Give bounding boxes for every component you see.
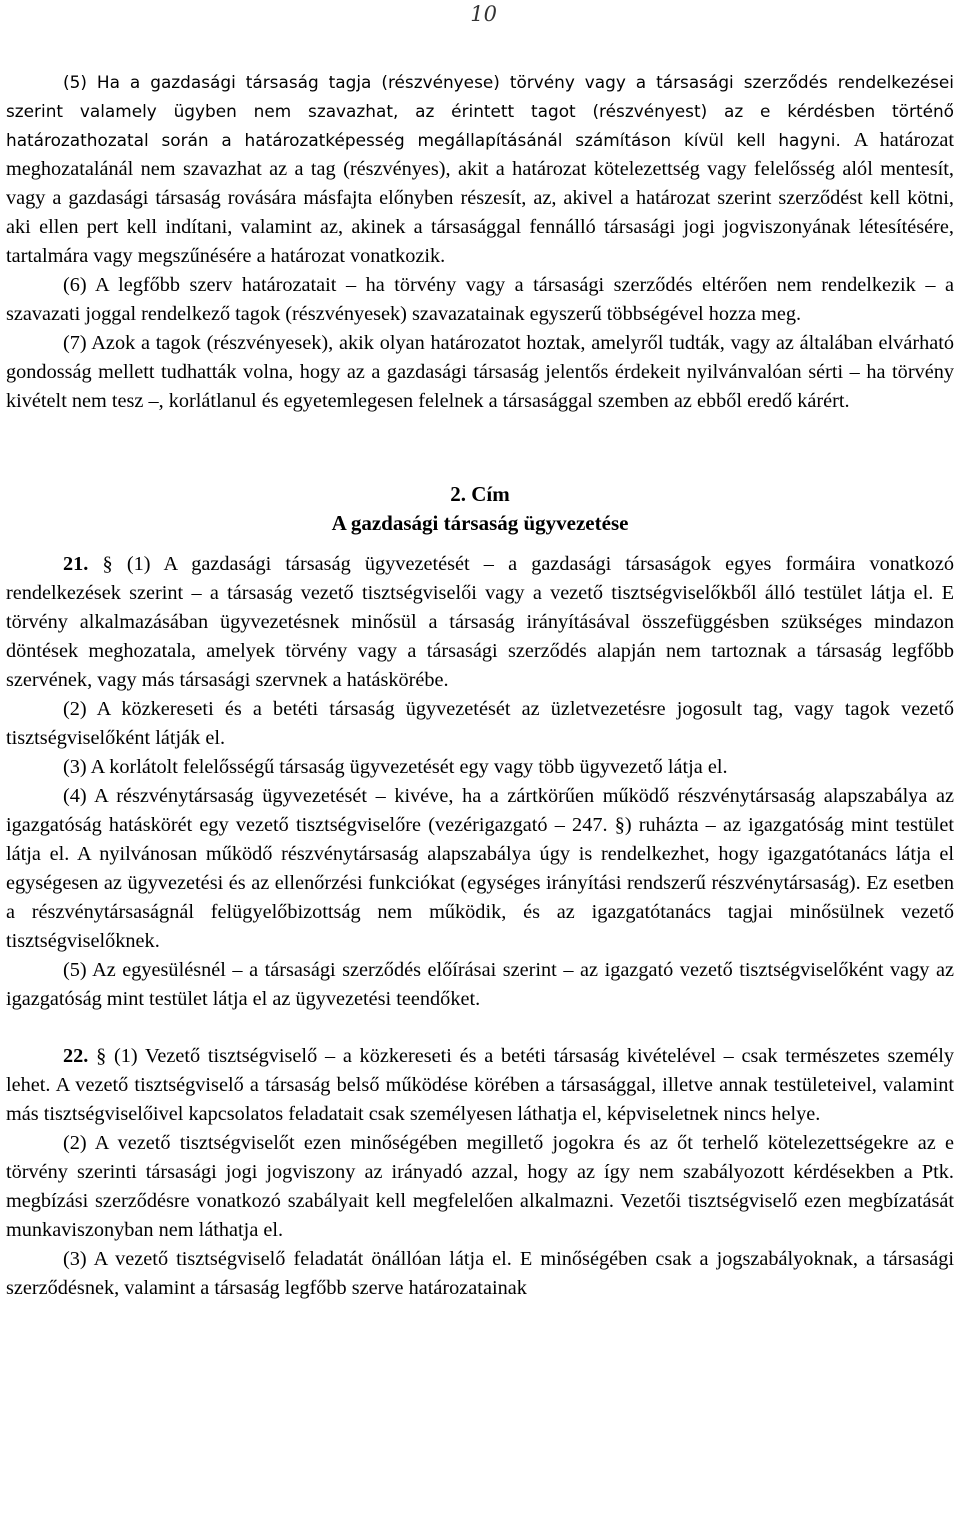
paragraph-21-1-text: § (1) A gazdasági társaság ügyvezetését – a gazdasági társaságok egyes formáira vonatkozó rendelkezések szerint – a társaság vezető tisztségviselői vagy a vezető tisztségviselőkből álló testület látja el. E törvény alkalmazásában ügyvezetésnek minősül a társaság irányításával összefüggésben szükséges mindazon döntések meghozatala, amelyek törvény vagy a társasági szerződés alapján nem tartoznak a társaság legfőbb szervének, vagy más társasági szervnek a hatáskörébe. — [6, 553, 954, 691]
section-number-22: 22. — [63, 1045, 89, 1067]
paragraph-21-4: (4) A részvénytársaság ügyvezetését – kivéve, ha a zártkörűen működő részvénytársaság alapszabálya az igazgatóság hatáskörét egy vezető tisztségviselőre (vezérigazgató – 247. §) ruházta – az igazgatóság mint testület látja el. A nyilvánosan működő részvénytársaság alapszabálya úgy is rendelkezhet, hogy igazgatótanács látja el egységesen az ügyvezetési és az ellenőrzési funkciókat (egységes irányítási rendszerű részvénytársaság). Ez esetben a részvénytársaságnál felügyelőbizottság nem működik, és az igazgatótanács tagjai minősülnek vezető tisztségviselőknek. — [6, 785, 954, 952]
paragraph-21-1 — [6, 550, 954, 695]
section-number-21: 21. — [63, 553, 89, 575]
paragraph-21-2: (2) A közkereseti és a betéti társaság ügyvezetését az üzletvezetésre jogosult tag, vagy tagok vezető tisztségviselőként látják el. — [6, 698, 954, 749]
paragraph-21-3: (3) A korlátolt felelősségű társaság ügyvezetését egy vagy több ügyvezető látja el. — [63, 756, 728, 778]
paragraph-20-5 — [6, 68, 954, 271]
paragraph-21-5: (5) Az egyesülésnél – a társasági szerződés előírásai szerint – az igazgató vezető tisztségviselőként vagy az igazgatóság mint testület látja el az ügyvezetési teendőket. — [6, 959, 954, 1010]
section-heading — [6, 480, 954, 538]
paragraph-22-1-text: § (1) Vezető tisztségviselő – a közkereseti és a betéti társaság kivételével – csak természetes személy lehet. A vezető tisztségviselő a társaság belső működése körében a társasággal, illetve annak testületeivel, valamint más tisztségviselőivel kapcsolatos feladatait csak személyesen láthatja el, képviseletnek nincs helye. — [6, 1045, 955, 1125]
paragraph-20-7: (7) Azok a tagok (részvényesek), akik olyan határozatot hoztak, amelyről tudták, vagy az általában elvárható gondosság mellett tudhatták volna, hogy az a gazdasági társaság jelentős érdekeit nyilvánvalóan sérti – ha törvény kivételt nem tesz –, korlátlanul és egyetemlegesen felelnek a társasággal szemben az ebből eredő kárért. — [6, 332, 954, 412]
page-number: 10 — [470, 2, 497, 26]
heading-chapter-number: 2. Cím — [450, 482, 510, 506]
paragraph-22-2: (2) A vezető tisztségviselőt ezen minőségében megillető jogokra és az őt terhelő kötelezettségekre az e törvény szerinti társasági jogi jogviszony az irányadó azzal, hogy az így nem szabályozott kérdésekben a Ptk. megbízási szerződésre vonatkozó szabályait kell megfelelően alkalmazni. Vezetői tisztségviselő ezen megbízatását munkaviszonyban nem láthatja el. — [6, 1132, 954, 1241]
paragraph-22-3: (3) A vezető tisztségviselő feladatát önállóan látja el. E minőségében csak a jogszabályoknak, a társasági szerződésnek, valamint a társaság legfőbb szerve határozatainak — [6, 1248, 954, 1299]
paragraph-20-6: (6) A legfőbb szerv határozatait – ha törvény vagy a társasági szerződés eltérően nem rendelkezik – a szavazati joggal rendelkező tagok (részvényesek) szavazatainak egyszerű többségével hozza meg. — [6, 274, 954, 325]
heading-title: A gazdasági társaság ügyvezetése — [331, 511, 629, 535]
paragraph-22-1 — [6, 1042, 954, 1129]
paragraph-20-5-serif-part: A határozat meghozatalánál nem szavazhat az a tag (részvényes), akit a határozat kötelezettség vagy felelősség alól mentesít, vagy a gazdasági társaság rovására másfajta előnyben részesít, az, akivel a határozat szerint szerződést kell kötni, aki ellen pert kell indítani, valamint az, akinek a társasággal fennálló társasági jogi jogviszonyának létesítésére, tartalmára vagy megszűnésére a határozat vonatkozik. — [6, 129, 954, 267]
paragraph-20-5-sans-part: (5) Ha a gazdasági társaság tagja (részvényese) törvény vagy a társasági szerződés rendelkezései szerint valamely ügyben nem szavazhat, az érintett tagot (részvényest) az e kérdésben történő határozathozatal során a határozatképesség megállapításánál számításon kívül kell hagyni. — [6, 72, 954, 150]
document-body — [6, 68, 954, 1303]
